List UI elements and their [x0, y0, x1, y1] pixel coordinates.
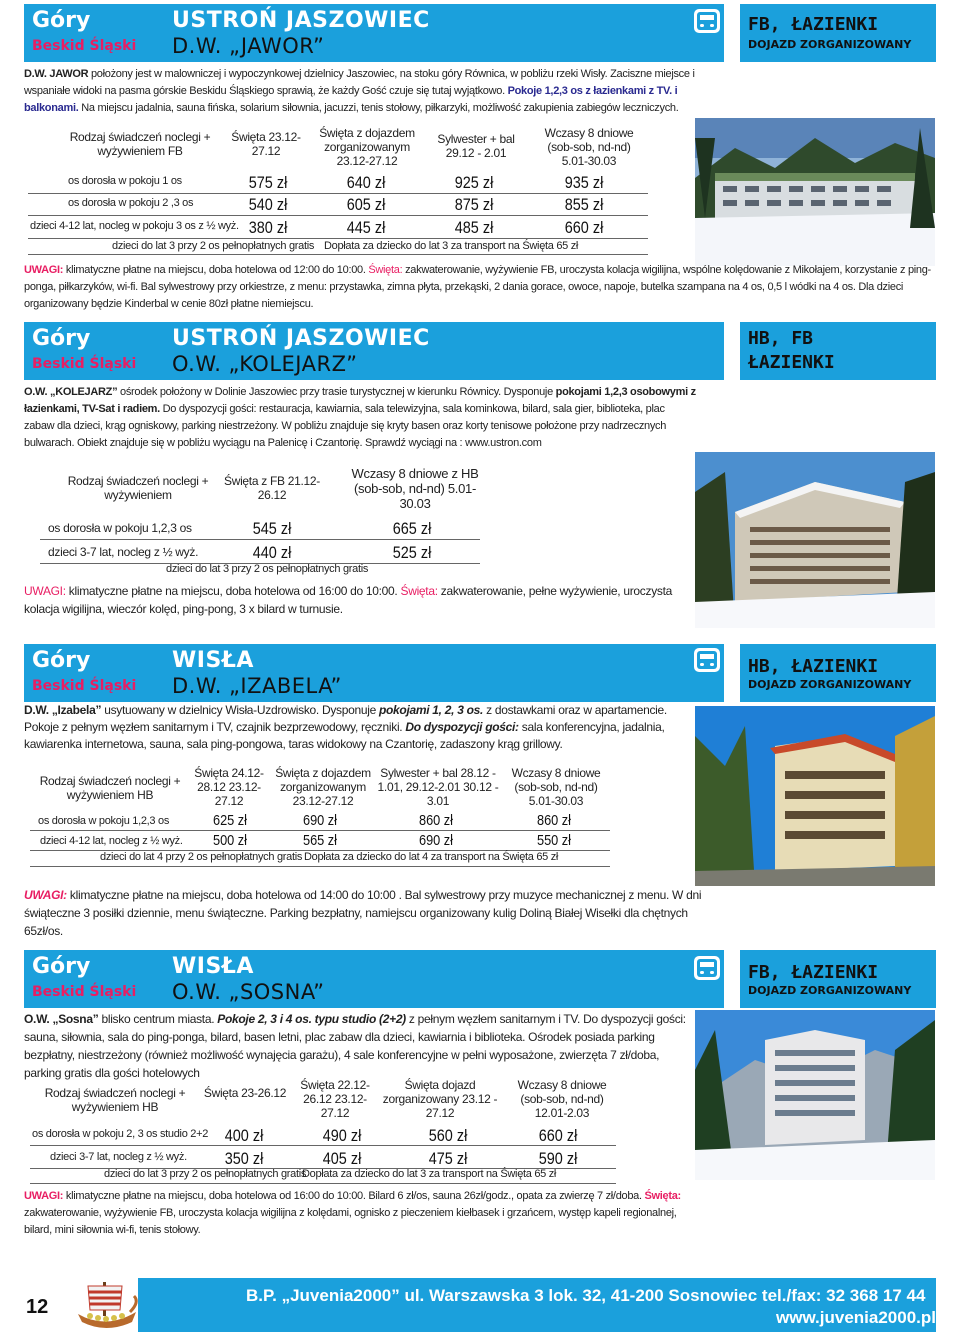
- subregion-label: Beskid Śląski: [32, 984, 137, 1000]
- table-rule: [30, 1183, 616, 1184]
- table-rule: [40, 539, 480, 540]
- region-label: Góry: [32, 8, 91, 33]
- tag-primary: HB, ŁAZIENKI: [748, 656, 879, 677]
- desc-text: blisko centrum miasta.: [98, 1012, 218, 1026]
- section1-description: [24, 66, 696, 117]
- section2-description: [24, 384, 696, 452]
- section1-uwagi: [24, 262, 934, 313]
- table3-header-2: Święta z dojazdem zorganizowanym 23.12-27.12: [275, 766, 371, 808]
- section4-tag: [740, 950, 936, 1008]
- region-label: Góry: [32, 326, 91, 351]
- tag-secondary: DOJAZD ZORGANIZOWANY: [748, 984, 912, 997]
- table3-row-label: dzieci 4-12 lat, nocleg z ½ wyż.: [40, 835, 183, 847]
- uwagi-label: UWAGI:: [24, 584, 66, 598]
- table3-price: 565 zł: [302, 832, 338, 849]
- table3-note: dzieci do lat 4 przy 2 os pełnopłatnych gratis: [100, 851, 303, 863]
- tag-primary: FB, ŁAZIENKI: [748, 14, 879, 35]
- table2-price: 440 zł: [252, 543, 292, 562]
- hotel-name: O.W. „KOLEJARZ”: [172, 352, 358, 376]
- website-link[interactable]: www.juvenia2000.pl: [776, 1308, 936, 1327]
- table4-note: dzieci do lat 3 przy 2 os pełnopłatnych gratis: [104, 1168, 307, 1180]
- table4-header-0: Rodzaj świadczeń noclegi + wyżywieniem HB: [44, 1086, 186, 1114]
- table1-price: 380 zł: [248, 218, 288, 237]
- town-name: WISŁA: [172, 954, 254, 979]
- desc-rooms: Pokoje 2, 3 i 4 os. typu studio (2+2): [217, 1012, 406, 1026]
- section3-header: [24, 644, 724, 702]
- table1-price: 875 zł: [454, 195, 494, 214]
- table3-price: 500 zł: [212, 832, 248, 849]
- table3-price: 690 zł: [418, 832, 454, 849]
- agency-address: B.P. „Juvenia2000” ul. Warszawska 3 lok. 32, 41-200 Sosnowiec tel./fax: 32 368 17 44: [246, 1286, 926, 1305]
- table-rule: [30, 1145, 616, 1146]
- table1-price: 575 zł: [248, 173, 288, 192]
- uwagi-text: klimatyczne płatne na miejscu, doba hotelowa od 16:00 do 10:00.: [65, 584, 401, 598]
- section3-tag: [740, 644, 936, 702]
- page-footer: [0, 1278, 960, 1332]
- town-name: USTROŃ JASZOWIEC: [172, 8, 430, 33]
- uwagi-text: klimatyczne płatne na miejscu, doba hotelowa od 12:00 do 10:00.: [63, 264, 369, 276]
- table1-price: 935 zł: [564, 173, 604, 192]
- table4-price: 590 zł: [538, 1149, 578, 1168]
- table1-header-2: Święta z dojazdem zorganizowanym 23.12-27.12: [319, 126, 415, 168]
- hotel-photo-sosna: [695, 1010, 935, 1180]
- desc-rooms: pokojami 1, 2, 3 os.: [379, 703, 484, 717]
- hotel-name: D.W. „IZABELA”: [172, 674, 342, 698]
- hotel-photo-izabela: [695, 706, 935, 886]
- section3-description: [24, 702, 696, 753]
- tag-primary: FB, ŁAZIENKI: [748, 962, 879, 983]
- table1-header-0: Rodzaj świadczeń noclegi + wyżywieniem FB: [69, 130, 211, 158]
- uwagi-label: UWAGI:: [24, 264, 64, 276]
- desc-text: usytuowany w dzielnicy Wisła-Uzdrowisko. Dysponuje: [101, 703, 379, 717]
- table1-price: 925 zł: [454, 173, 494, 192]
- table1-header-1: Święta 23.12-27.12: [231, 130, 301, 158]
- table3-price: 690 zł: [302, 812, 338, 829]
- hotel-name-inline: O.W. „Sosna”: [24, 1012, 99, 1026]
- uwagi-text: klimatyczne płatne na miejscu, doba hotelowa od 16:00 do 10:00. Bilard 6 zł/os, sauna 26zł/godz., opata za zwierzę 7 zł/doba.: [63, 1190, 645, 1202]
- table-rule: [28, 254, 648, 255]
- town-name: USTROŃ JASZOWIEC: [172, 326, 430, 351]
- table1-row-label: dzieci 4-12 lat, nocleg w pokoju 3 os z ½ wyż.: [30, 220, 239, 232]
- footer-contact-bar: [138, 1278, 936, 1332]
- desc-rooms: pokojami 1,2,3 osobowymi z łazienkami, TV-Sat i radiem.: [24, 386, 696, 415]
- desc-text: położony jest w malowniczej i wypoczynkowej dzielnicy Jaszowiec, na stoku góry Równica, w pobliżu rzeki Wisły. Zaciszne miejsce i wspaniałe widoki na pasma górskie Beskidu Śląskiego sprawią, że każdy Gość czuje się tutaj wyjątkowo.: [24, 68, 695, 97]
- table-rule: [28, 238, 648, 239]
- table4-header-2: Święta 22.12-26.12 23.12-27.12: [300, 1078, 370, 1120]
- table2-header-1: Święta z FB 21.12-26.12: [224, 474, 320, 502]
- table3-price: 550 zł: [536, 832, 572, 849]
- table4-price: 405 zł: [322, 1149, 362, 1168]
- section1-tag: [740, 4, 936, 62]
- table4-price: 660 zł: [538, 1126, 578, 1145]
- table4-note: Dopłata za dziecko do lat 3 za transport na Święta 65 zł: [302, 1168, 557, 1180]
- table3-price: 860 zł: [418, 812, 454, 829]
- desc-text: ośrodek położony w Dolinie Jaszowiec przy trasie turystycznej w kierunku Równicy. Dysponuje: [117, 386, 556, 398]
- table4-row-label: os dorosła w pokoju 2, 3 os studio 2+2: [32, 1128, 209, 1140]
- table-rule: [28, 193, 648, 194]
- table1-price: 855 zł: [564, 195, 604, 214]
- table2-note: dzieci do lat 3 przy 2 os pełnopłatnych gratis: [166, 563, 369, 575]
- table2-row-label: dzieci 3-7 lat, nocleg z ½ wyż.: [48, 545, 199, 559]
- tag-secondary: DOJAZD ZORGANIZOWANY: [748, 678, 912, 691]
- swieta-text: zakwaterowanie, pełne wyżywienie, uroczysta kolacja wigilijna, wieczór kolęd, ping-pong, 3 x bilard w turnusie.: [24, 584, 673, 616]
- table4-header-1: Święta 23-26.12: [203, 1086, 287, 1100]
- table3-row-label: os dorosła w pokoju 1,2,3 os: [38, 815, 170, 827]
- uwagi-text: klimatyczne płatne na miejscu, doba hotelowa od 14:00 do 10:00 . Bal sylwestrowy przy muzyce mechanicznej z menu. W dni świąteczne 3 posiłki dziennie, menu świąteczne. Parking bezpłatny, namiejscu organizowany kulig Doliną Białej Wisełki dla chętnych 65zł/os.: [24, 888, 702, 938]
- hotel-name-inline: O.W. „KOLEJARZ”: [24, 386, 118, 398]
- table1-note: Dopłata za dziecko do lat 3 za transport na Święta 65 zł: [324, 240, 579, 252]
- section1-header: [24, 4, 724, 62]
- subregion-label: Beskid Śląski: [32, 38, 137, 54]
- table1-row-label: os dorosła w pokoju 1 os: [68, 175, 182, 187]
- desc-end: z dostawkami oraz w apartamencie. Pokoje z pełnym węzłem sanitarnym i TV, czajnik bezprzewodowy, ręczniki.: [24, 703, 667, 734]
- table3-header-0: Rodzaj świadczeń noclegi + wyżywieniem HB: [39, 774, 181, 802]
- hotel-photo-jawor: [695, 118, 935, 266]
- table4-price: 490 zł: [322, 1126, 362, 1145]
- hotel-photo-kolejarz: [695, 452, 935, 628]
- region-label: Góry: [32, 954, 91, 979]
- subregion-label: Beskid Śląski: [32, 356, 137, 372]
- table1-price: 445 zł: [346, 218, 386, 237]
- table3-price: 625 zł: [212, 812, 248, 829]
- bus-icon: [694, 956, 720, 980]
- desc-end: Do dyspozycji gości: restauracja, kawiarnia, sala telewizyjna, sala kominkowa, bilard, sala gier, biblioteka, plac zabaw dla dzieci, krąg ogniskowy, parking niestrzeżony. W pobliżu znajduje się kryty basen oraz korty tenisowe położone przy nadrzecznych bulwarach. Obiekt znajduje się w pobliżu wyciągu na Palenicę i Czantorię. Sprawdź wyciągi na : www.ustron.com: [24, 403, 667, 449]
- table-rule: [30, 866, 610, 867]
- uwagi-label: UWAGI:: [24, 1190, 64, 1202]
- table1-row-label: os dorosła w pokoju 2 ,3 os: [68, 197, 194, 209]
- section4-uwagi: [24, 1188, 692, 1239]
- table-rule: [28, 215, 648, 216]
- table3-header-4: Wczasy 8 dniowe (sob-sob, nd-nd) 5.01-30.03: [511, 766, 601, 808]
- desc-end: z pełnym węzłem sanitarnym i TV. Do dyspozycji gości: sauna, siłownia, sala do ping-ponga, bilard, basen letni, plac zabaw dla dzieci, kawiarnia i biblioteka. Ośrodek posiada parking bezpłatny, niestrzeżony (również możliwość wynajęcia garażu), 4 sale konferencyjne w pełni wyposażone, zwierzęta 7 zł/doba, parking gratis dla gości hotelowych: [24, 1012, 686, 1080]
- swieta-text: zakwaterowanie, wyżywienie FB, uroczysta kolacja wigilijna, wspólne kolędowanie z Mikołajem, korzystanie z ping-ponga, piłkarzyków, wi-fi. Bal sylwestrowy przy orkiestrze, z menu: przystawka, zimna płyta, przekąski, 2 dania gorace, owoce, napoje, butelka szampana na 4 os, 0,5 l wódki na 4 os. Dla dzieci organizowany będzie Kinderbal w cenie 80zł płatne niemiejscu.: [24, 264, 931, 310]
- tag-secondary: ŁAZIENKI: [748, 352, 835, 373]
- table1-header-3: Sylwester + bal 29.12 - 2.01: [437, 132, 515, 160]
- section4-header: [24, 950, 724, 1008]
- table4-header-4: Wczasy 8 dniowe (sob-sob, nd-nd) 12.01-2.03: [517, 1078, 607, 1120]
- table4-price: 475 zł: [428, 1149, 468, 1168]
- table3-note: Dopłata za dziecko do lat 4 za transport na Święta 65 zł: [304, 851, 559, 863]
- table1-price: 540 zł: [248, 195, 288, 214]
- table4-row-label: dzieci 3-7 lat, nocleg z ½ wyż.: [50, 1151, 187, 1163]
- table2-row-label: os dorosła w pokoju 1,2,3 os: [48, 521, 192, 535]
- table3-header-3: Sylwester + bal 28.12 - 1.01, 29.12-2.01 30.12 - 3.01: [377, 766, 499, 808]
- bus-icon: [694, 9, 720, 33]
- desc-end: Na miejscu jadalnia, sauna fińska, solarium siłownia, jacuzzi, tenis stołowy, piłkarzyki, możliwość zakupienia zabiegów leczniczych.: [78, 102, 679, 114]
- viking-ship-logo: [70, 1278, 142, 1332]
- section2-header: [24, 322, 724, 380]
- table2-header-2: Wczasy 8 dniowe z HB (sob-sob, nd-nd) 5.01-30.03: [351, 466, 479, 511]
- table3-price: 860 zł: [536, 812, 572, 829]
- table1-price: 660 zł: [564, 218, 604, 237]
- table2-price: 545 zł: [252, 519, 292, 538]
- swieta-label: Święta:: [400, 584, 438, 598]
- bus-icon: [694, 648, 720, 672]
- table4-header-3: Święta dojazd zorganizowany 23.12 - 27.12: [382, 1078, 498, 1120]
- town-name: WISŁA: [172, 648, 254, 673]
- table1-header-4: Wczasy 8 dniowe (sob-sob, nd-nd) 5.01-30.03: [544, 126, 634, 168]
- table1-price: 485 zł: [454, 218, 494, 237]
- desc-rooms: Pokoje 1,2,3 os z łazienkami z TV. i balkonami.: [24, 85, 678, 114]
- table4-price: 560 zł: [428, 1126, 468, 1145]
- desc-facilities: sala konferencyjna, jadalnia, kawiarenka internetowa, sauna, sala ping-pongowa, taras widokowy na Czantorię, zadaszony krąg grillowy.: [24, 720, 665, 751]
- uwagi-label: UWAGI:: [24, 888, 67, 902]
- table1-price: 605 zł: [346, 195, 386, 214]
- section4-description: [24, 1010, 696, 1082]
- swieta-text: zakwaterowanie, wyżywienie FB, uroczysta kolacja wigilijna z kolędami, ognisko z pieczeniem kiełbasek i grzańcem, występ kapeli regionalnej, bilard, mini siłownia wi-fi, tenis stołowy.: [24, 1207, 677, 1236]
- tag-secondary: DOJAZD ZORGANIZOWANY: [748, 38, 912, 51]
- table4-price: 350 zł: [224, 1149, 264, 1168]
- table4-price: 400 zł: [224, 1126, 264, 1145]
- table3-header-1: Święta 24.12-28.12 23.12-27.12: [194, 766, 264, 808]
- hotel-name: O.W. „SOSNA”: [172, 980, 325, 1004]
- desc-facilities-label: Do dyspozycji gości:: [405, 720, 519, 734]
- section2-uwagi: [24, 582, 704, 618]
- table1-note: dzieci do lat 3 przy 2 os pełnopłatnych gratis: [112, 240, 315, 252]
- section2-tag: [740, 322, 936, 380]
- table1-price: 640 zł: [346, 173, 386, 192]
- hotel-name-inline: D.W. „Izabela”: [24, 703, 102, 717]
- table2-header-0: Rodzaj świadczeń noclegi + wyżywieniem: [67, 474, 209, 502]
- table2-price: 525 zł: [392, 543, 432, 562]
- region-label: Góry: [32, 648, 91, 673]
- swieta-label: Święta:: [368, 264, 403, 276]
- section3-uwagi: [24, 886, 704, 940]
- subregion-label: Beskid Śląski: [32, 678, 137, 694]
- swieta-label: Święta:: [644, 1190, 681, 1202]
- table-rule: [30, 830, 610, 831]
- hotel-name: D.W. „JAWOR”: [172, 34, 325, 58]
- hotel-name-inline: D.W. JAWOR: [24, 68, 89, 80]
- tag-primary: HB, FB: [748, 328, 814, 349]
- page-number: 12: [26, 1296, 49, 1318]
- table2-price: 665 zł: [392, 519, 432, 538]
